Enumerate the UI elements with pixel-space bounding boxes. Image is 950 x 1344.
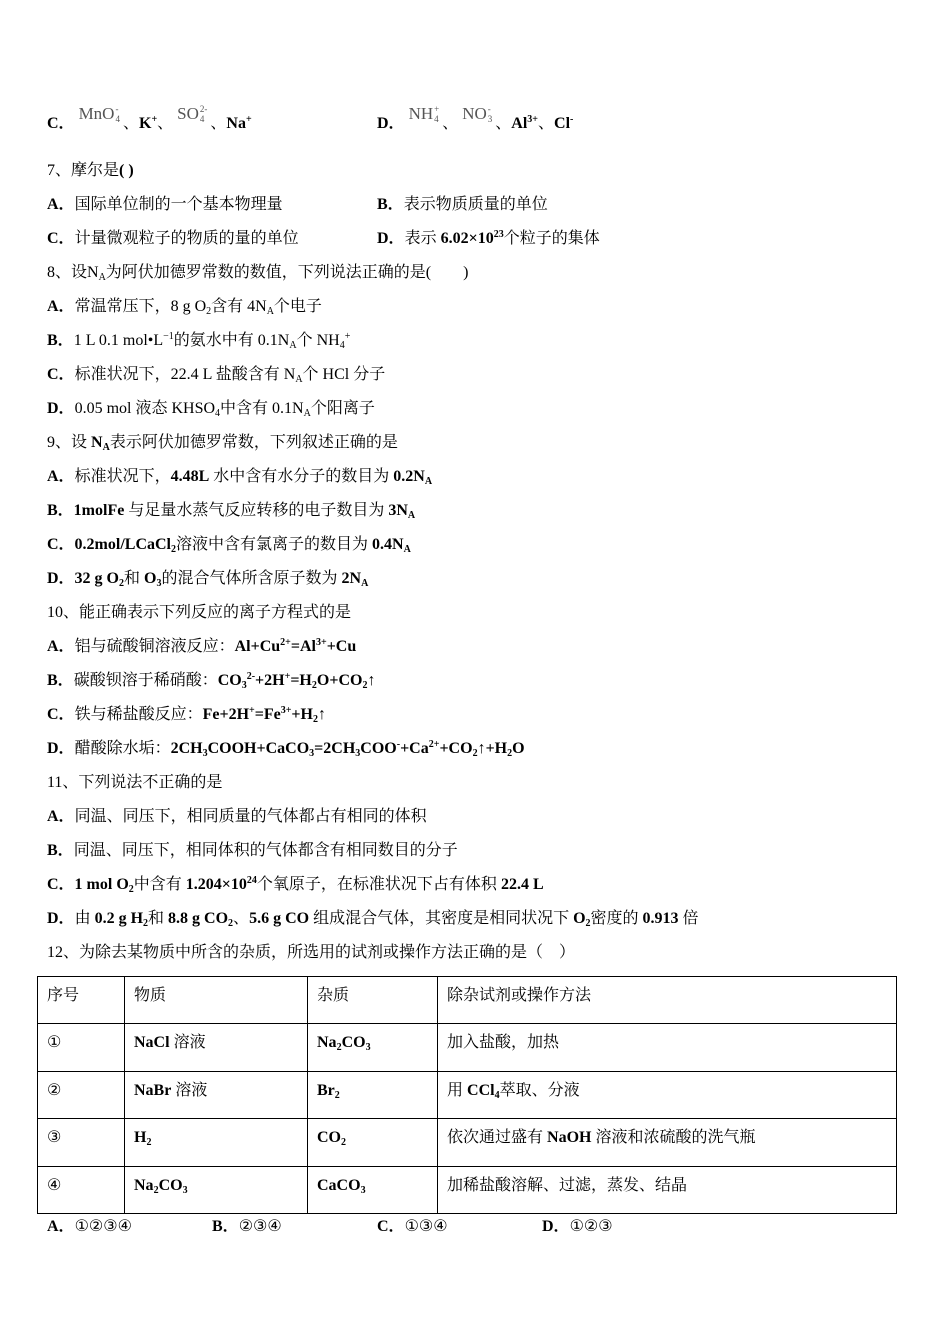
subscript: A <box>98 272 106 283</box>
formula-scripts <box>488 104 493 124</box>
text-run: 国际单位制的一个基本物理量 <box>74 196 283 213</box>
bold-text: 3N <box>388 502 408 519</box>
bold-text: O <box>573 910 586 927</box>
bold-text: 8.8 g CO <box>168 910 229 927</box>
formula-image <box>462 104 492 124</box>
bold-text: B．1molFe <box>47 502 125 519</box>
cell-method <box>438 1119 897 1166</box>
bold-text: Na <box>317 1034 337 1052</box>
superscript: 2- <box>246 671 256 682</box>
bold-text: +2H <box>255 672 285 689</box>
text-run: ②③④ <box>238 1218 282 1235</box>
text-run: 溶液中含有氯离子的数目为 <box>176 536 373 553</box>
q7-options-row-2 <box>47 222 907 256</box>
bold-text: +Cu <box>326 638 357 655</box>
superscript: - <box>396 739 401 750</box>
bold-text: D． <box>47 910 75 927</box>
bold-text: CCl <box>467 1081 495 1099</box>
subscript: A <box>424 476 433 487</box>
bold-text: K <box>138 115 152 132</box>
bold-text: N <box>91 434 103 451</box>
bold-text: B． <box>377 196 404 213</box>
bold-text: C． <box>47 230 75 247</box>
text-run: 的氨水中有 0.1N <box>173 332 290 349</box>
bold-text: CO <box>317 1129 341 1147</box>
subscript: 3 <box>241 680 247 691</box>
subscript: 3 <box>355 748 361 759</box>
text-run: ② <box>47 1081 62 1099</box>
bold-text: D． <box>47 400 75 417</box>
text-run: 表示物质质量的单位 <box>403 196 548 213</box>
bold-text: 1.204×10 <box>185 876 247 893</box>
text-run: ①③④ <box>404 1218 448 1235</box>
text-run: 中含有 <box>133 876 186 893</box>
text-run: 醋酸除水垢： <box>74 740 171 757</box>
bold-text: Br <box>317 1081 335 1099</box>
text-run: 水中含有水分子的数目为 <box>209 468 394 485</box>
formula-base: NO <box>462 104 487 123</box>
superscript: −1 <box>163 331 174 342</box>
bold-text: CO <box>158 1176 183 1194</box>
bold-text: =2CH <box>314 740 356 757</box>
bold-text: 6.02×10 <box>440 230 494 247</box>
text-run: 溶液 <box>169 1034 206 1052</box>
bold-text: C．0.2mol/LCaCl <box>47 536 172 553</box>
bold-text: NaBr <box>134 1081 172 1099</box>
bold-text: Al+Cu <box>234 638 281 655</box>
text-run: 标准状况下，22.4 L 盐酸含有 N <box>74 366 296 383</box>
bold-text: H <box>134 1129 147 1147</box>
cell-substance <box>125 1166 308 1213</box>
q12-option-c <box>377 1213 542 1241</box>
cell-substance <box>125 1071 308 1118</box>
q11-option-b <box>47 834 907 868</box>
cell-method <box>438 1071 897 1118</box>
bold-text: CaCO <box>317 1176 361 1194</box>
formula-charge: + <box>434 104 440 114</box>
cell-substance <box>125 1119 308 1166</box>
bold-text: =H <box>290 672 312 689</box>
text-run: ①②③④ <box>74 1218 132 1235</box>
formula-count: 3 <box>487 114 493 124</box>
q12-stem <box>47 936 907 970</box>
bold-text: 22.4 L <box>500 876 544 893</box>
bold-text: B． <box>212 1218 239 1235</box>
bold-text: NaOH <box>547 1129 592 1147</box>
subscript: 3 <box>182 1184 188 1196</box>
superscript: + <box>284 671 291 682</box>
superscript: 24 <box>246 875 257 886</box>
formula-image <box>79 104 120 124</box>
subscript: 2 <box>507 748 513 759</box>
text-run: 、 <box>157 115 174 132</box>
text-run: 12、为除去某物质中所含的杂质，所选用的试剂或操作方法正确的是（ ） <box>47 944 576 961</box>
text-run: 碳酸钡溶于稀硝酸： <box>73 672 218 689</box>
q9-option-d <box>47 562 907 596</box>
text-run: 11、下列说法不正确的是 <box>47 774 223 791</box>
subscript: 2 <box>334 1089 340 1101</box>
text-run: ①②③ <box>569 1218 613 1235</box>
q11-option-c <box>47 868 907 902</box>
text-run: 个 NH <box>296 332 340 349</box>
superscript: 3+ <box>527 114 538 125</box>
bold-text: Na <box>134 1176 154 1194</box>
subscript: 2 <box>128 884 134 895</box>
bold-text: O <box>512 740 525 757</box>
text-run: 计量微观粒子的物质的量的单位 <box>74 230 299 247</box>
q8-option-b <box>47 324 907 358</box>
bold-text: A． <box>47 1218 75 1235</box>
q7-option-a <box>47 188 377 222</box>
q8-option-a <box>47 290 907 324</box>
bold-text: 4.48L <box>170 468 210 485</box>
text-run: 铁与稀盐酸反应： <box>74 706 203 723</box>
formula-scripts <box>200 104 208 124</box>
superscript: 2+ <box>280 637 291 648</box>
subscript: 2 <box>146 1137 152 1149</box>
subscript: A <box>303 408 311 419</box>
q10-option-d <box>47 732 907 766</box>
cell-index <box>38 1024 125 1071</box>
text-run: 8、设N <box>47 264 99 281</box>
subscript: 2 <box>311 680 317 691</box>
q6-option-d <box>377 104 707 144</box>
header-impurity: 杂质 <box>308 977 438 1024</box>
bold-text: A． <box>47 196 75 213</box>
text-run: 加入盐酸，加热 <box>447 1034 560 1052</box>
text-run: 依次通过盛有 <box>447 1129 548 1147</box>
text-run: 7、摩尔是 <box>47 162 120 179</box>
text-run: ① <box>47 1034 62 1052</box>
text-run: ③ <box>47 1129 62 1147</box>
text-run: 同温、同压下，相同体积的气体都含有相同数目的分子 <box>73 842 458 859</box>
q12-option-a <box>47 1213 212 1241</box>
bold-text: C．1 mol O <box>47 876 129 893</box>
bold-text: 2CH <box>170 740 203 757</box>
text-run: 、 <box>210 115 227 132</box>
bold-text: ↑ <box>367 672 376 689</box>
subscript: 2 <box>585 918 591 929</box>
subscript: 3 <box>309 748 315 759</box>
formula-base: NH <box>408 104 434 123</box>
formula-base: MnO <box>78 104 115 123</box>
subscript: 2 <box>119 578 125 589</box>
text-run: 个阳离子 <box>310 400 375 417</box>
bold-text: +CO <box>439 740 473 757</box>
subscript: 3 <box>202 748 208 759</box>
q9-option-c <box>47 528 907 562</box>
formula-scripts <box>434 104 439 124</box>
q9-option-b <box>47 494 907 528</box>
bold-text: 0.2N <box>393 468 425 485</box>
bold-text: =Al <box>290 638 316 655</box>
q7-option-d <box>377 222 707 256</box>
formula-image <box>409 104 440 124</box>
text-run: 10、能正确表示下列反应的离子方程式的是 <box>47 604 352 621</box>
subscript: 2 <box>171 544 177 555</box>
bold-text: A． <box>47 468 75 485</box>
bold-text: D． <box>542 1218 570 1235</box>
text-run: 中含有 0.1N <box>220 400 304 417</box>
q12-option-b <box>212 1213 377 1241</box>
header-substance: 物质 <box>125 977 308 1024</box>
cell-impurity <box>308 1166 438 1213</box>
text-run: 和 <box>148 910 169 927</box>
text-run: 与足量水蒸气反应转移的电子数目为 <box>124 502 389 519</box>
text-run: 表示 <box>404 230 441 247</box>
subscript: 2 <box>206 306 212 317</box>
bold-text: ↑ <box>317 706 326 723</box>
bold-text: C． <box>47 706 75 723</box>
superscript: 3+ <box>315 637 327 648</box>
cell-substance <box>125 1024 308 1071</box>
text-run: 常温常压下，8 g O <box>74 298 207 315</box>
table-row <box>38 1166 897 1213</box>
text-run: 溶液 <box>171 1081 208 1099</box>
text-run: 溶液和浓硫酸的洗气瓶 <box>591 1129 756 1147</box>
text-run: 9、设 <box>47 434 92 451</box>
bold-text: ↑+H <box>477 740 508 757</box>
formula-count: 4 <box>434 114 439 124</box>
subscript: 4 <box>494 1089 500 1101</box>
bold-text: 0.2 g H <box>94 910 144 927</box>
bold-text: D． <box>377 230 405 247</box>
text-run: 、 <box>442 115 459 132</box>
bold-text: 0.913 <box>642 910 679 927</box>
bold-text: O+CO <box>316 672 363 689</box>
table-row <box>38 1071 897 1118</box>
q6-options-row <box>47 104 707 144</box>
formula-charge: - <box>487 104 491 114</box>
cell-method <box>438 1166 897 1213</box>
bold-text: D．32 g O <box>47 570 120 587</box>
superscript: 3+ <box>280 705 292 716</box>
text-run: 密度的 <box>590 910 643 927</box>
subscript: A <box>102 442 110 453</box>
text-run: 同温、同压下，相同质量的气体都占有相同的体积 <box>74 808 427 825</box>
text-run: 0.05 mol 液态 KHSO <box>74 400 216 417</box>
formula-count: 4 <box>115 114 120 124</box>
subscript: 4 <box>215 408 221 419</box>
q10-option-c <box>47 698 907 732</box>
superscript: + <box>344 331 351 342</box>
table-row <box>38 1024 897 1071</box>
bold-text: +Ca <box>400 740 429 757</box>
q12-table <box>37 976 897 1214</box>
bold-text: NaCl <box>134 1034 170 1052</box>
subscript: 3 <box>360 1184 366 1196</box>
q7-stem <box>47 154 907 188</box>
bold-text: C． <box>377 1218 405 1235</box>
subscript: 3 <box>365 1042 371 1054</box>
bold-text: 0.4N <box>372 536 404 553</box>
bold-text: O <box>144 570 157 587</box>
bold-text: =Fe <box>254 706 281 723</box>
q11-option-d <box>47 902 907 936</box>
subscript: 2 <box>228 918 234 929</box>
q12-answer-options <box>47 1213 707 1241</box>
q10-stem <box>47 596 907 630</box>
q8-option-d <box>47 392 907 426</box>
superscript: + <box>245 114 252 125</box>
subscript: 2 <box>341 1137 346 1149</box>
text-run: 、 <box>233 910 250 927</box>
subscript: A <box>266 306 274 317</box>
q8-option-c <box>47 358 907 392</box>
subscript: 2 <box>153 1184 159 1196</box>
text-run: 、 <box>538 115 555 132</box>
formula-charge: - <box>115 104 119 114</box>
superscript: + <box>151 114 158 125</box>
bold-text: D． <box>47 740 75 757</box>
bold-text: D． <box>377 115 405 132</box>
text-run: 和 <box>124 570 145 587</box>
bold-text: ( ) <box>119 162 134 179</box>
subscript: A <box>407 510 416 521</box>
superscript: 2+ <box>428 739 440 750</box>
subscript: 2 <box>362 680 368 691</box>
q10-option-b <box>47 664 907 698</box>
bold-text: C． <box>47 115 75 132</box>
bold-text: A． <box>47 638 75 655</box>
text-run: 组成混合气体，其密度是相同状况下 <box>309 910 574 927</box>
questions-block <box>47 154 907 970</box>
subscript: 3 <box>156 578 162 589</box>
q8-stem <box>47 256 907 290</box>
text-run: 1 L 0.1 mol•L <box>73 332 164 349</box>
text-run: 个粒子的集体 <box>503 230 600 247</box>
table-header-row <box>38 977 897 1024</box>
bold-text: Cl <box>554 115 571 132</box>
text-run: 萃取、分液 <box>499 1081 580 1099</box>
text-run: 个氧原子，在标准状况下占有体积 <box>256 876 501 893</box>
text-run: 由 <box>74 910 95 927</box>
subscript: 2 <box>312 714 318 725</box>
q12-option-d <box>542 1213 707 1241</box>
cell-impurity <box>308 1024 438 1071</box>
text-run: 、 <box>495 115 512 132</box>
bold-text: A． <box>47 808 75 825</box>
text-run: 倍 <box>678 910 699 927</box>
bold-text: +H <box>291 706 313 723</box>
superscript: 23 <box>493 229 504 240</box>
formula-base: SO <box>177 104 199 123</box>
subscript: A <box>289 340 297 351</box>
formula-image <box>177 104 207 124</box>
bold-text: Fe+2H <box>202 706 250 723</box>
bold-text: B． <box>47 672 74 689</box>
text-run: 、 <box>122 115 139 132</box>
q9-option-a <box>47 460 907 494</box>
subscript: A <box>295 374 303 385</box>
subscript: A <box>403 544 411 555</box>
cell-impurity <box>308 1071 438 1118</box>
q11-stem <box>47 766 907 800</box>
q10-option-a <box>47 630 907 664</box>
q11-option-a <box>47 800 907 834</box>
text-run: 的混合气体所含原子数为 <box>161 570 342 587</box>
formula-count: 4 <box>199 114 205 124</box>
bold-text: 2N <box>341 570 362 587</box>
bold-text: 5.6 g CO <box>249 910 310 927</box>
subscript: 2 <box>143 918 149 929</box>
subscript: 4 <box>339 340 345 351</box>
q9-stem <box>47 426 907 460</box>
subscript: A <box>361 578 369 589</box>
formula-scripts <box>115 104 120 124</box>
q7-option-b <box>377 188 707 222</box>
text-run: 含有 4N <box>211 298 267 315</box>
bold-text: C． <box>47 366 75 383</box>
text-run: 个 HCl 分子 <box>302 366 386 383</box>
text-run: 表示阿伏加德罗常数，下列叙述正确的是 <box>109 434 398 451</box>
cell-index <box>38 1166 125 1213</box>
superscript: - <box>570 114 574 125</box>
text-run: 加稀盐酸溶解、过滤，蒸发、结晶 <box>447 1176 688 1194</box>
bold-text: Al <box>511 115 528 132</box>
cell-index <box>38 1119 125 1166</box>
header-method: 除杂试剂或操作方法 <box>438 977 897 1024</box>
bold-text: B． <box>47 332 74 349</box>
bold-text: Na <box>226 115 246 132</box>
q7-option-c <box>47 222 377 256</box>
text-run: 用 <box>447 1081 468 1099</box>
table-row <box>38 1119 897 1166</box>
bold-text: CO <box>217 672 242 689</box>
text-run: 铝与硫酸铜溶液反应： <box>74 638 235 655</box>
q6-option-c <box>47 104 377 144</box>
text-run: ④ <box>47 1176 62 1194</box>
bold-text: COOH+CaCO <box>207 740 310 757</box>
subscript: 2 <box>472 748 478 759</box>
cell-impurity <box>308 1119 438 1166</box>
q7-options-row-1 <box>47 188 907 222</box>
bold-text: COO <box>360 740 397 757</box>
formula-charge: 2- <box>199 104 208 114</box>
cell-index <box>38 1071 125 1118</box>
cell-method <box>438 1024 897 1071</box>
header-index: 序号 <box>38 977 125 1024</box>
bold-text: B． <box>47 842 74 859</box>
subscript: 2 <box>336 1042 342 1054</box>
bold-text: A． <box>47 298 75 315</box>
text-run: 为阿伏加德罗常数的数值，下列说法正确的是( ) <box>105 264 469 281</box>
superscript: + <box>249 705 255 716</box>
bold-text: CO <box>341 1034 366 1052</box>
text-run: 标准状况下， <box>74 468 171 485</box>
text-run: 个电子 <box>273 298 322 315</box>
